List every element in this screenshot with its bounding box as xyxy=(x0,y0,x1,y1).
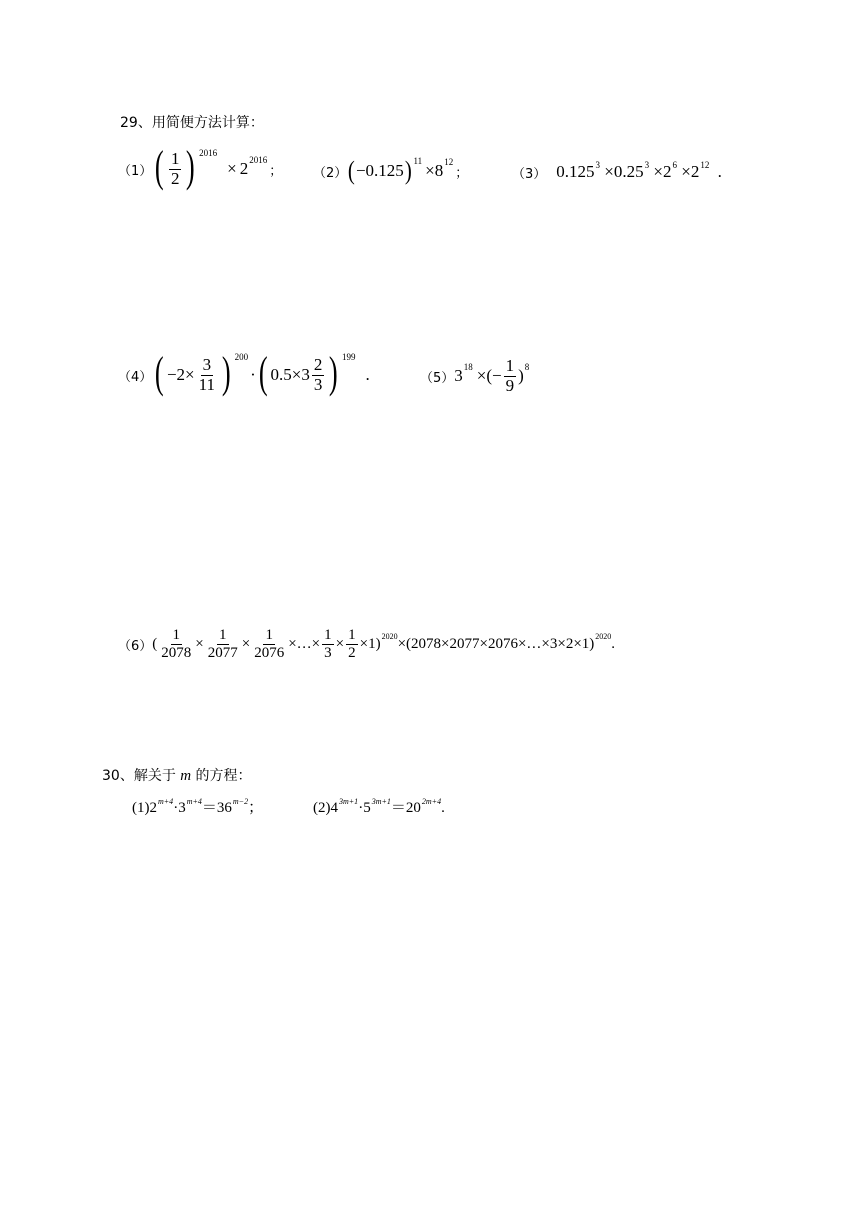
exponent: 2m+4 xyxy=(421,797,442,806)
term-b: 0.25 xyxy=(613,162,644,181)
q29-problem-4 xyxy=(118,350,370,400)
problem-label: （5） xyxy=(420,370,455,386)
problem-label: （4） xyxy=(118,369,153,385)
denominator: 2 xyxy=(170,168,180,188)
denominator: 3 xyxy=(313,374,323,394)
dot-sign: · xyxy=(173,800,179,816)
left-paren: ( xyxy=(155,142,165,191)
fraction xyxy=(169,150,182,188)
q29-problem-6 xyxy=(118,622,615,666)
numerator: 1 xyxy=(219,627,227,643)
times-sign: × xyxy=(653,162,663,181)
base: 3 xyxy=(454,366,463,385)
title-prefix: 30、解关于 xyxy=(102,768,181,784)
end-mark: . xyxy=(365,365,370,384)
exponent: 8 xyxy=(524,362,530,372)
lead-term: 0.5×3 xyxy=(270,365,310,384)
end-mark: . xyxy=(441,800,445,816)
product-term: ×(2078×2077×2076×…×3×2×1) xyxy=(397,635,595,652)
inner-value: −0.125 xyxy=(355,161,404,180)
exponent: 6 xyxy=(672,160,677,170)
right-paren: ) xyxy=(404,156,412,185)
fraction xyxy=(322,627,334,661)
exponent: 3 xyxy=(644,160,650,170)
exponent: 2020 xyxy=(381,631,398,641)
times-sign: × xyxy=(476,366,487,385)
q30-equation-1 xyxy=(132,796,263,817)
expression xyxy=(347,158,468,184)
exponent: 3m+1 xyxy=(339,797,359,806)
term-c: 36 xyxy=(216,800,232,816)
title-variable: m xyxy=(180,768,192,784)
problem-label: （1） xyxy=(118,163,153,179)
q30-title xyxy=(102,765,252,785)
left-paren: ( xyxy=(155,348,165,397)
term-b: 3 xyxy=(178,800,186,816)
right-paren: ) xyxy=(186,142,196,191)
right-paren: ) xyxy=(221,348,231,397)
expression xyxy=(454,357,529,395)
times-ellipsis: ×…× xyxy=(288,635,321,652)
left-paren: ( xyxy=(348,156,356,185)
expression xyxy=(556,162,722,182)
q30-equation-2 xyxy=(313,796,445,817)
base: 8 xyxy=(434,161,444,180)
fraction xyxy=(159,627,193,661)
right-paren: ) xyxy=(329,348,339,397)
exponent: 2020 xyxy=(595,631,612,641)
times-sign: × xyxy=(227,159,237,178)
q29-title: 29、用简便方法计算： xyxy=(120,115,264,131)
fraction xyxy=(504,357,517,395)
exponent: m+4 xyxy=(158,797,174,806)
open-paren: (− xyxy=(486,366,502,385)
dot-sign: · xyxy=(250,365,256,384)
base: 2 xyxy=(239,159,249,178)
term-a: 0.125 xyxy=(556,162,595,181)
fraction xyxy=(252,627,286,661)
term-b: 5 xyxy=(363,800,371,816)
numerator: 3 xyxy=(202,354,212,374)
numerator: 1 xyxy=(505,355,515,375)
times-sign: × xyxy=(604,162,614,181)
end-mark: . xyxy=(611,635,616,652)
denominator: 2078 xyxy=(161,644,192,661)
times-sign: × xyxy=(681,162,691,181)
tail-term: ×1) xyxy=(359,635,381,652)
term-c: 2 xyxy=(662,162,672,181)
separator: ； xyxy=(455,165,469,181)
close-paren: ) xyxy=(518,366,524,385)
separator: ； xyxy=(269,163,283,179)
q29-problem-5 xyxy=(420,355,529,397)
q29-problem-1 xyxy=(118,142,283,192)
term-a: 4 xyxy=(330,800,338,816)
problem-label: （3） xyxy=(512,166,547,182)
fraction xyxy=(197,356,217,394)
exponent: 12 xyxy=(444,157,454,167)
denominator: 3 xyxy=(324,644,332,661)
exponent: m−2 xyxy=(232,797,249,806)
fraction xyxy=(346,627,358,661)
dot-sign: · xyxy=(358,800,364,816)
exponent: m+4 xyxy=(186,797,202,806)
times-sign: × xyxy=(195,635,204,652)
numerator: 1 xyxy=(265,627,273,643)
exponent: 2016 xyxy=(249,155,268,165)
equals-sign: ＝ xyxy=(201,800,217,816)
numerator: 1 xyxy=(348,627,356,643)
lead-term: −2× xyxy=(166,365,195,384)
denominator: 2076 xyxy=(254,644,285,661)
expression xyxy=(152,627,615,661)
exponent: 3 xyxy=(595,160,601,170)
times-sign: × xyxy=(425,161,435,180)
fraction xyxy=(312,356,325,394)
numerator: 1 xyxy=(170,148,180,168)
numerator: 1 xyxy=(324,627,332,643)
exponent: 11 xyxy=(413,156,423,166)
expression xyxy=(152,348,370,397)
times-sign: × xyxy=(241,635,251,652)
term-c: 20 xyxy=(405,800,421,816)
q29-problem-2 xyxy=(313,156,468,186)
separator: ； xyxy=(248,800,264,816)
problem-label: （6） xyxy=(118,638,153,654)
exponent: 2016 xyxy=(199,148,218,158)
q29-problem-3 xyxy=(512,160,722,184)
denominator: 11 xyxy=(198,374,215,394)
left-paren: ( xyxy=(258,348,268,397)
equation-label: (1) xyxy=(132,800,150,816)
fraction xyxy=(206,627,240,661)
times-sign: × xyxy=(335,635,345,652)
exponent: 18 xyxy=(463,362,473,372)
exponent: 12 xyxy=(700,160,710,170)
equals-sign: ＝ xyxy=(390,800,406,816)
exponent: 199 xyxy=(341,352,356,362)
numerator: 2 xyxy=(313,354,323,374)
numerator: 1 xyxy=(172,627,181,643)
exponent: 200 xyxy=(234,352,249,362)
equation-label: (2) xyxy=(313,800,331,816)
denominator: 2077 xyxy=(207,644,238,661)
term-d: 2 xyxy=(690,162,700,181)
exponent: 3m+1 xyxy=(371,797,391,806)
denominator: 9 xyxy=(505,375,515,395)
term-a: 2 xyxy=(149,800,157,816)
expression xyxy=(152,142,283,191)
open-paren: ( xyxy=(152,635,158,652)
title-suffix: 的方程： xyxy=(191,768,252,784)
denominator: 2 xyxy=(348,644,356,661)
problem-label: （2） xyxy=(313,165,348,181)
end-mark: . xyxy=(717,162,722,181)
